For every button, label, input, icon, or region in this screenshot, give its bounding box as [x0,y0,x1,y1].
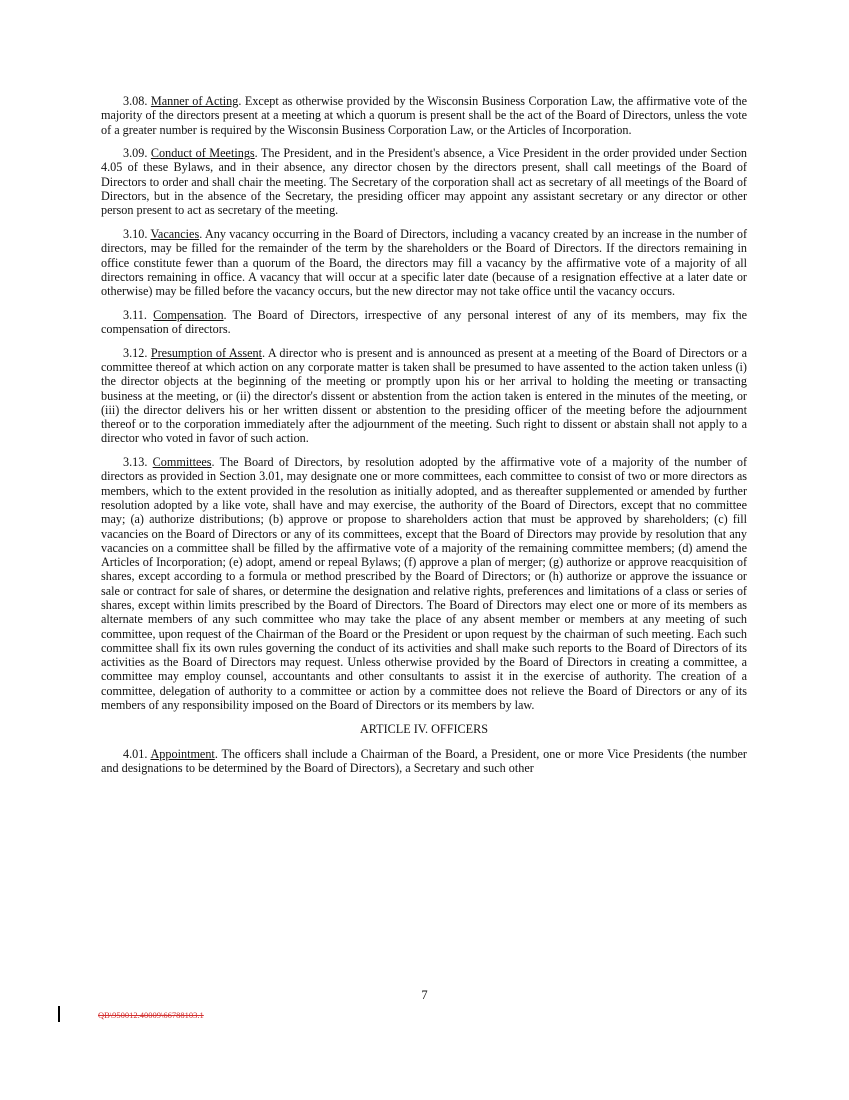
section-4-01 [101,747,747,776]
footer-document-id: QB\950012.40009\66788103.1 [98,1010,204,1020]
section-3-11 [101,308,747,337]
section-heading: Compensation [153,307,224,322]
section-number: 3.10. [123,226,148,241]
section-3-12 [101,346,747,446]
section-number: 3.08. [123,94,148,108]
section-text: . The Board of Directors, by resolution adopted by the affirmative vote of a majority of the number of directors as provided in Section 3.01, may designate one or more committees, each committee to consist of two or more directors as members, which to the extent provided in the resolution as initially adopted, and as thereafter supplemented or amended by further resolution adopted by a like vote, shall have and may exercise, the authority of the Board of Directors, except that no committee may; (a) authorize distributions; (b) approve or propose to shareholders action that must be approved by shareholders; (c) fill vacancies on the Board of Directors or any of its committees, except that the Board of Directors may provide by resolution that any vacancies on a committee shall be filled by the affirmative vote of a majority of the remaining committee members; (d) amend the Articles of Incorporation; (e) adopt, amend or repeal Bylaws; (f) approve a plan of merger; (g) authorize or approve reacquisition of shares, except according to a formula or method prescribed by the Board of Directors; or (h) authorize or approve the issuance or sale or contract for sale of shares, or determine the designation and relative rights, preferences and limitations of a class or series of shares, except within limits prescribed by the Board of Directors. The Board of Directors may elect one or more of its members as alternate members of any such committee who may take the place of any absent member or members at any meeting of such committee, upon request of the Chairman of the Board or the President or upon request by the chairman of such meeting. Each such committee shall fix its own rules governing the conduct of its activities and shall make such reports to the Board of Directors of its activities as the Board of Directors may request. Unless otherwise provided by the Board of Directors in creating a committee, a committee may employ counsel, accountants and other consultants to assist it in the exercise of authority. The creation of a committee, delegation of authority to a committee or action by a committee does not relieve the Board of Directors or any of its members of any responsibility imposed on the Board of Directors or its members by law. [101,455,748,713]
page-body [101,94,747,785]
section-heading: Presumption of Assent [150,345,263,360]
section-heading: Manner of Acting [150,94,239,108]
article-heading: ARTICLE IV. OFFICERS [359,721,489,736]
section-3-13 [101,455,747,712]
change-bar [58,1006,60,1022]
page-number: 7 [421,988,428,1002]
section-number: 3.13. [123,455,148,470]
section-3-08 [101,94,747,137]
section-3-09 [101,146,747,217]
section-number: 3.11. [123,307,147,322]
section-text: . The President, and in the President's absence, a Vice President in the order provided under Section 4.05 of these Bylaws, and in their absence, any director chosen by the directors present, shall call meetings of the Board of Directors to order and shall chair the meeting. The Secretary of the corporation shall act as secretary of all meetings of the Board of Directors, but in the absence of the Secretary, the presiding officer may appoint any assistant secretary or any director or other person present to act as secretary of the meeting. [101,146,748,218]
section-heading: Vacancies [150,226,200,241]
section-number: 4.01. [123,746,148,761]
section-text: . A director who is present and is announced as present at a meeting of the Board of Directors or a committee thereof at which action on any corporate matter is taken shall be presumed to have assented to the action taken unless (i) the director objects at the beginning of the meeting or promptly upon his or her arrival to holding the meeting or transacting business at the meeting, or (ii) the director's dissent or abstention from the action taken is entered in the minutes of the meeting, or (iii) the director delivers his or her written dissent or abstention to the presiding officer of the meeting before the adjournment thereof or to the corporation immediately after the adjournment of the meeting. Such right to dissent or abstain shall not apply to a director who voted in favor of such action. [101,345,747,446]
section-number: 3.09. [123,146,148,161]
section-heading: Appointment [150,746,215,761]
section-text: . Any vacancy occurring in the Board of Directors, including a vacancy created by an increase in the number of directors, may be filled for the remainder of the term by the shareholders or the Board of Directors. If the directors remaining in office constitute fewer than a quorum of the Board, the directors may fill a vacancy by the affirmative vote of a majority of all directors remaining in office. A vacancy that will occur at a specific later date (because of a resignation effective at a later date or otherwise) may be filled before the vacancy occurs, but the new director may not take office until the vacancy occurs. [101,226,748,299]
section-text: . The officers shall include a Chairman of the Board, a President, one or more Vice Presidents (the number and designations to be determined by the Board of Directors), a Secretary and such other [101,746,747,776]
section-heading: Conduct of Meetings [150,146,255,161]
section-heading: Committees [152,455,212,470]
section-number: 3.12. [123,345,148,360]
section-text: . The Board of Directors, irrespective of any personal interest of any of its members, may fix the compensation of directors. [101,307,748,337]
section-text: . Except as otherwise provided by the Wisconsin Business Corporation Law, the affirmative vote of the majority of the directors present at a meeting at which a quorum is present shall be the act of the Board of Directors, unless the vote of a greater number is required by the Wisconsin Business Corporation Law, or the Articles of Incorporation. [101,94,747,137]
section-3-10 [101,227,747,298]
